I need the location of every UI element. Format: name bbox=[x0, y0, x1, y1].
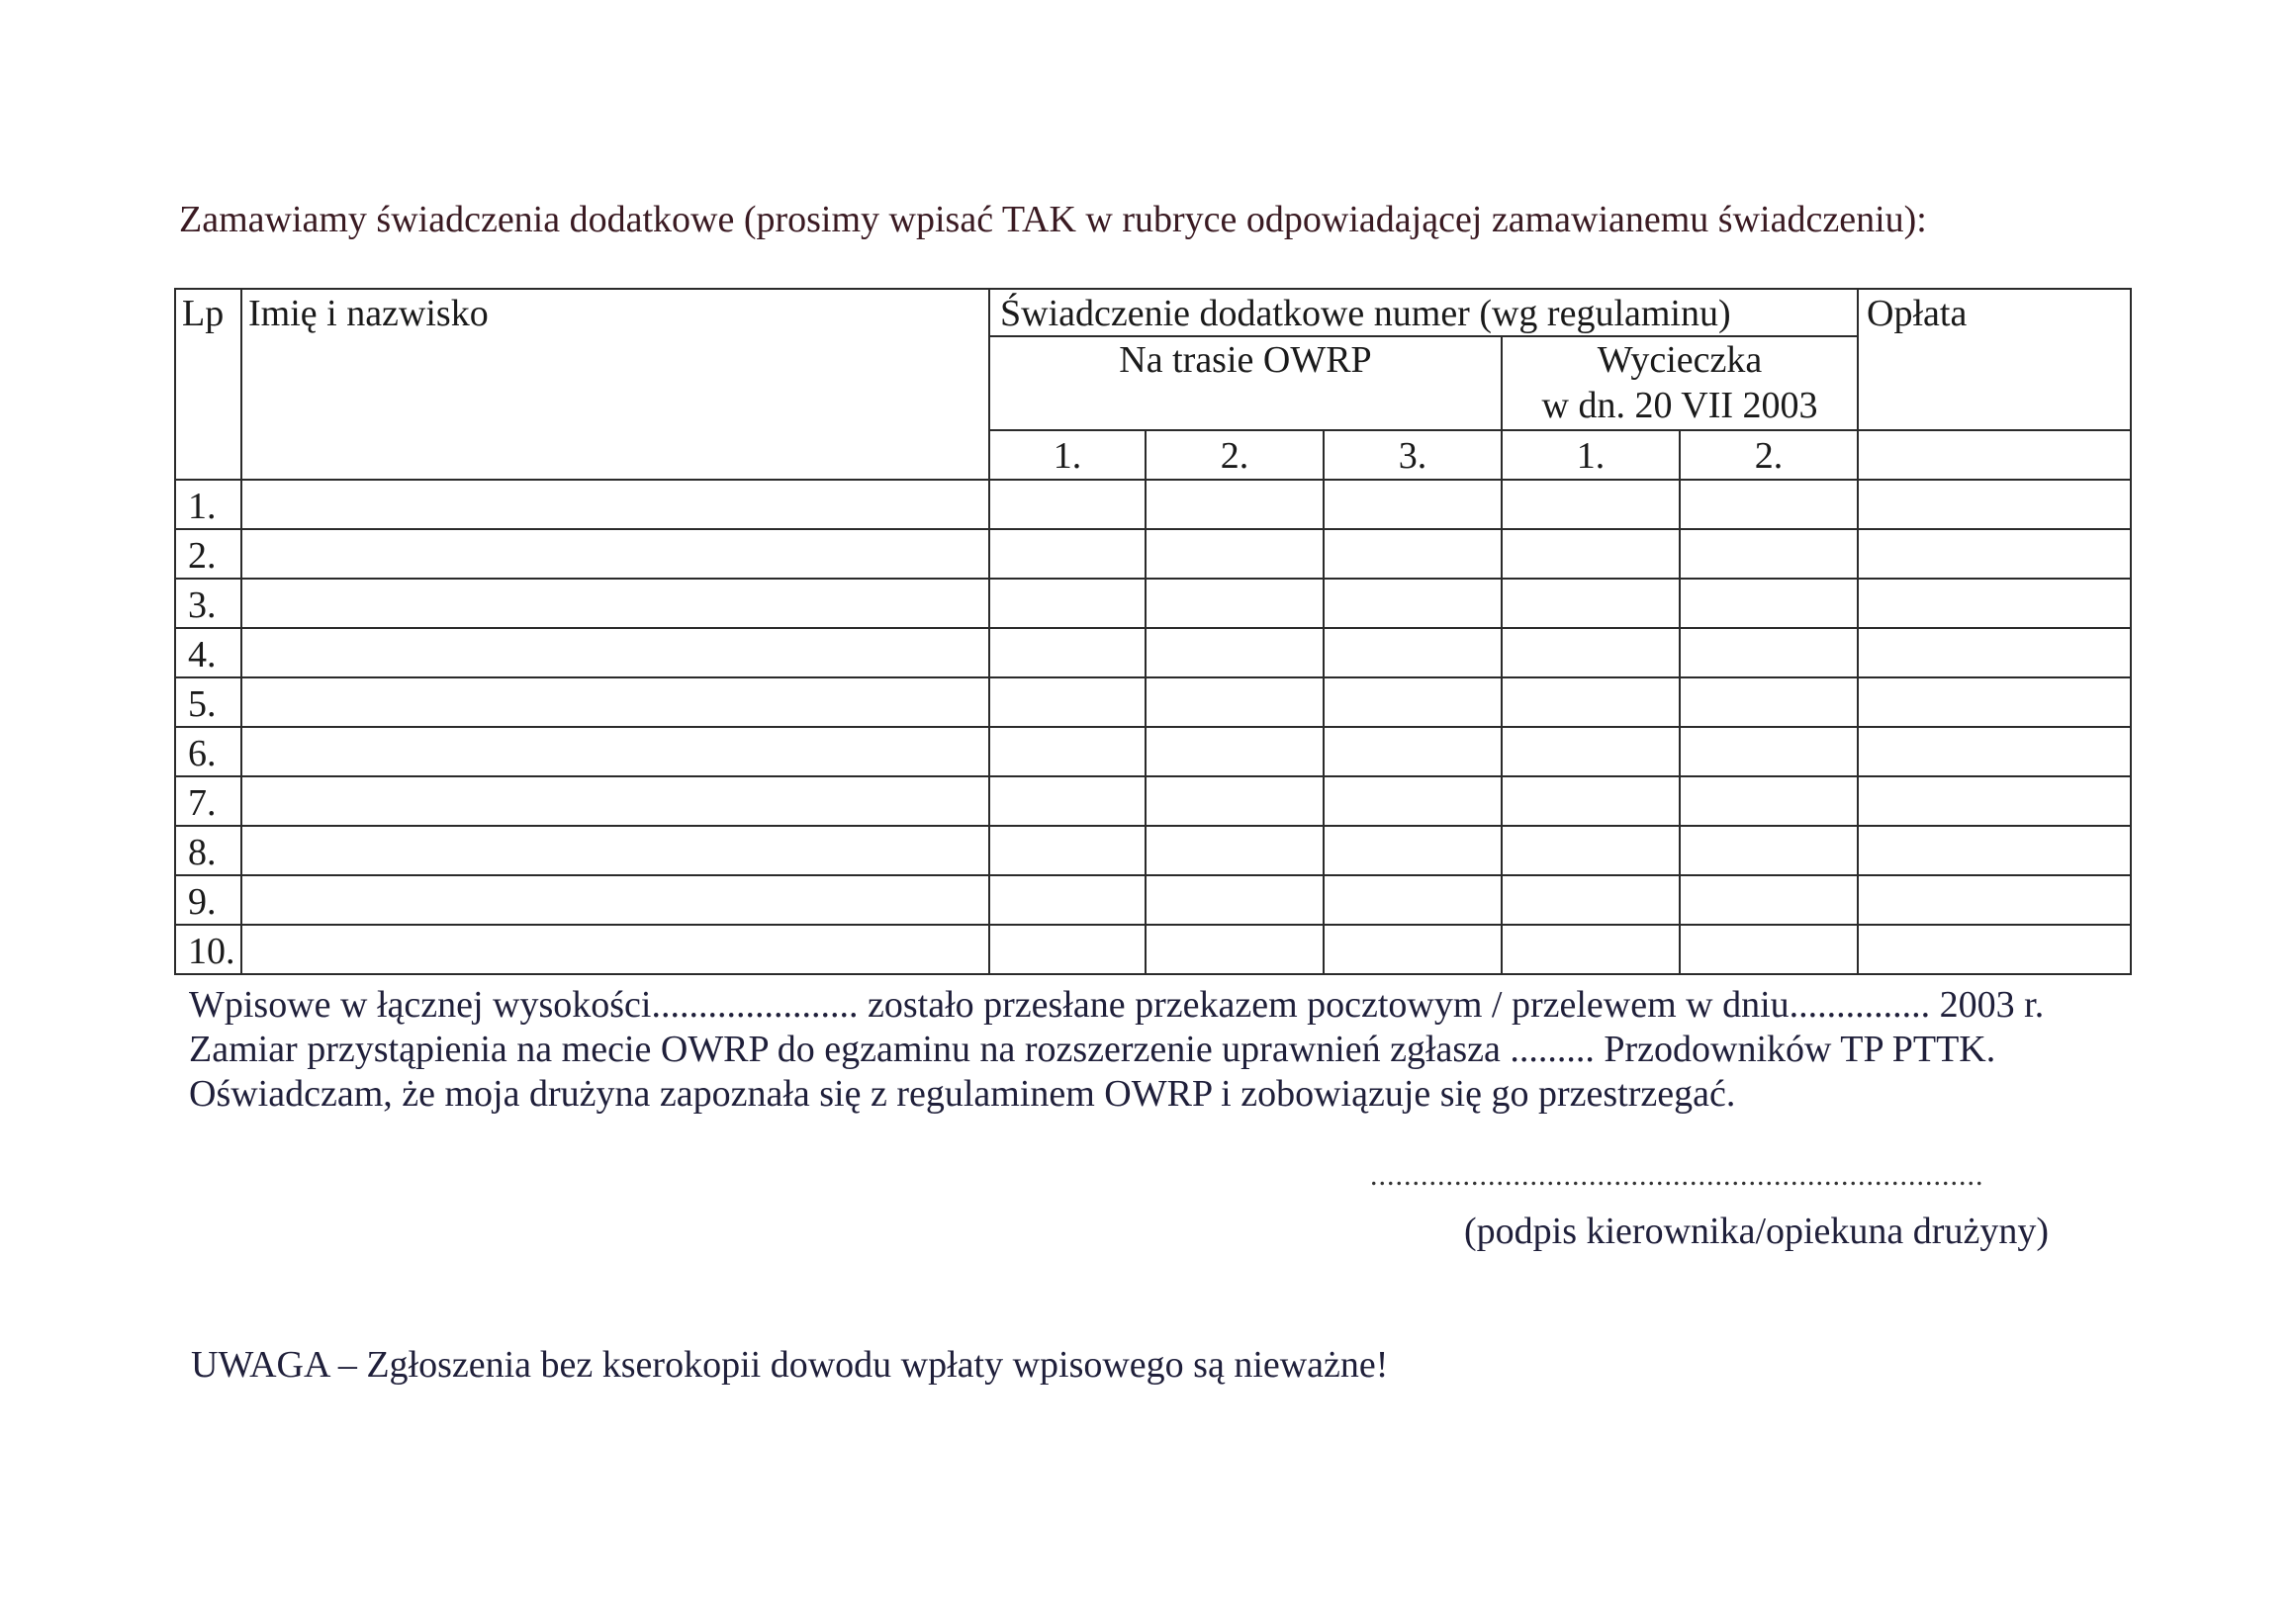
trip-label: Wycieczka bbox=[1597, 339, 1763, 381]
route-2-cell[interactable] bbox=[1146, 727, 1324, 776]
fee-cell[interactable] bbox=[1858, 529, 2131, 579]
name-cell[interactable] bbox=[241, 480, 989, 529]
header-lp: Lp bbox=[175, 289, 241, 480]
table-row bbox=[175, 776, 2131, 826]
fee-cell[interactable] bbox=[1858, 579, 2131, 628]
header-route-1: 1. bbox=[989, 430, 1146, 480]
trip-1-cell[interactable] bbox=[1502, 925, 1680, 974]
fee-cell[interactable] bbox=[1858, 826, 2131, 875]
trip-1-cell[interactable] bbox=[1502, 529, 1680, 579]
header-name: Imię i nazwisko bbox=[241, 289, 989, 480]
table-row bbox=[175, 529, 2131, 579]
route-1-cell[interactable] bbox=[989, 727, 1146, 776]
header-route-2: 2. bbox=[1146, 430, 1324, 480]
order-table bbox=[174, 288, 2132, 975]
fee-cell[interactable] bbox=[1858, 925, 2131, 974]
header-trip-group bbox=[1502, 336, 1858, 430]
row-number: 6. bbox=[175, 727, 241, 776]
fee-cell[interactable] bbox=[1858, 727, 2131, 776]
trip-date: w dn. 20 VII 2003 bbox=[1541, 385, 1818, 426]
row-number: 3. bbox=[175, 579, 241, 628]
fee-cell[interactable] bbox=[1858, 677, 2131, 727]
route-3-cell[interactable] bbox=[1324, 529, 1502, 579]
row-number: 1. bbox=[175, 480, 241, 529]
name-cell[interactable] bbox=[241, 727, 989, 776]
exam-intent-line: Zamiar przystąpienia na mecie OWRP do egzaminu na rozszerzenie uprawnień zgłasza ......... Przodowników TP PTTK. bbox=[189, 1029, 1996, 1070]
trip-1-cell[interactable] bbox=[1502, 628, 1680, 677]
route-3-cell[interactable] bbox=[1324, 628, 1502, 677]
route-1-cell[interactable] bbox=[989, 579, 1146, 628]
route-3-cell[interactable] bbox=[1324, 776, 1502, 826]
route-2-cell[interactable] bbox=[1146, 677, 1324, 727]
route-2-cell[interactable] bbox=[1146, 529, 1324, 579]
trip-1-cell[interactable] bbox=[1502, 875, 1680, 925]
trip-2-cell[interactable] bbox=[1680, 826, 1858, 875]
trip-1-cell[interactable] bbox=[1502, 826, 1680, 875]
fee-cell[interactable] bbox=[1858, 875, 2131, 925]
entry-fee-line: Wpisowe w łącznej wysokości...................... zostało przesłane przekazem pocztowym / przelewem w dniu............... 2003 r. bbox=[189, 984, 2045, 1026]
trip-1-cell[interactable] bbox=[1502, 776, 1680, 826]
header-trip-1: 1. bbox=[1502, 430, 1680, 480]
route-1-cell[interactable] bbox=[989, 875, 1146, 925]
intro-text: Zamawiamy świadczenia dodatkowe (prosimy wpisać TAK w rubryce odpowiadającej zamawianemu świadczeniu): bbox=[179, 199, 1927, 240]
table-row bbox=[175, 677, 2131, 727]
route-2-cell[interactable] bbox=[1146, 628, 1324, 677]
route-2-cell[interactable] bbox=[1146, 826, 1324, 875]
route-1-cell[interactable] bbox=[989, 826, 1146, 875]
route-3-cell[interactable] bbox=[1324, 480, 1502, 529]
trip-2-cell[interactable] bbox=[1680, 875, 1858, 925]
route-1-cell[interactable] bbox=[989, 529, 1146, 579]
route-3-cell[interactable] bbox=[1324, 677, 1502, 727]
fee-cell[interactable] bbox=[1858, 628, 2131, 677]
trip-1-cell[interactable] bbox=[1502, 677, 1680, 727]
row-number: 10. bbox=[175, 925, 241, 974]
trip-2-cell[interactable] bbox=[1680, 529, 1858, 579]
trip-1-cell[interactable] bbox=[1502, 579, 1680, 628]
route-3-cell[interactable] bbox=[1324, 925, 1502, 974]
route-2-cell[interactable] bbox=[1146, 579, 1324, 628]
header-service: Świadczenie dodatkowe numer (wg regulaminu) bbox=[989, 289, 1858, 336]
route-2-cell[interactable] bbox=[1146, 925, 1324, 974]
row-number: 4. bbox=[175, 628, 241, 677]
trip-2-cell[interactable] bbox=[1680, 727, 1858, 776]
route-1-cell[interactable] bbox=[989, 776, 1146, 826]
trip-1-cell[interactable] bbox=[1502, 727, 1680, 776]
route-2-cell[interactable] bbox=[1146, 776, 1324, 826]
table-row bbox=[175, 875, 2131, 925]
signature-caption: (podpis kierownika/opiekuna drużyny) bbox=[1464, 1211, 2049, 1252]
header-route-3: 3. bbox=[1324, 430, 1502, 480]
trip-2-cell[interactable] bbox=[1680, 579, 1858, 628]
row-number: 5. bbox=[175, 677, 241, 727]
route-1-cell[interactable] bbox=[989, 677, 1146, 727]
route-1-cell[interactable] bbox=[989, 925, 1146, 974]
name-cell[interactable] bbox=[241, 776, 989, 826]
name-cell[interactable] bbox=[241, 875, 989, 925]
rules-statement-line: Oświadczam, że moja drużyna zapoznała się z regulaminem OWRP i zobowiązuje się go przestrzegać. bbox=[189, 1073, 1736, 1115]
name-cell[interactable] bbox=[241, 826, 989, 875]
route-3-cell[interactable] bbox=[1324, 826, 1502, 875]
name-cell[interactable] bbox=[241, 677, 989, 727]
trip-2-cell[interactable] bbox=[1680, 776, 1858, 826]
header-fee: Opłata bbox=[1858, 289, 2131, 430]
trip-2-cell[interactable] bbox=[1680, 480, 1858, 529]
table-row bbox=[175, 628, 2131, 677]
route-2-cell[interactable] bbox=[1146, 480, 1324, 529]
trip-1-cell[interactable] bbox=[1502, 480, 1680, 529]
name-cell[interactable] bbox=[241, 529, 989, 579]
row-number: 2. bbox=[175, 529, 241, 579]
header-fee-blank bbox=[1858, 430, 2131, 480]
table-row bbox=[175, 925, 2131, 974]
fee-cell[interactable] bbox=[1858, 776, 2131, 826]
fee-cell[interactable] bbox=[1858, 480, 2131, 529]
declaration-block bbox=[189, 983, 2044, 1117]
name-cell[interactable] bbox=[241, 579, 989, 628]
route-3-cell[interactable] bbox=[1324, 727, 1502, 776]
trip-2-cell[interactable] bbox=[1680, 677, 1858, 727]
signature-line[interactable]: ......................................................................... bbox=[1370, 1159, 1984, 1192]
table-row bbox=[175, 579, 2131, 628]
row-number: 9. bbox=[175, 875, 241, 925]
route-1-cell[interactable] bbox=[989, 628, 1146, 677]
table-row bbox=[175, 727, 2131, 776]
header-trip-2: 2. bbox=[1680, 430, 1858, 480]
route-3-cell[interactable] bbox=[1324, 579, 1502, 628]
trip-2-cell[interactable] bbox=[1680, 628, 1858, 677]
row-number: 8. bbox=[175, 826, 241, 875]
route-3-cell[interactable] bbox=[1324, 875, 1502, 925]
table-row bbox=[175, 480, 2131, 529]
route-1-cell[interactable] bbox=[989, 480, 1146, 529]
name-cell[interactable] bbox=[241, 925, 989, 974]
route-2-cell[interactable] bbox=[1146, 875, 1324, 925]
header-route-group: Na trasie OWRP bbox=[989, 336, 1502, 430]
name-cell[interactable] bbox=[241, 628, 989, 677]
warning-note: UWAGA – Zgłoszenia bez kserokopii dowodu wpłaty wpisowego są nieważne! bbox=[191, 1344, 1389, 1386]
row-number: 7. bbox=[175, 776, 241, 826]
trip-2-cell[interactable] bbox=[1680, 925, 1858, 974]
table-row bbox=[175, 826, 2131, 875]
